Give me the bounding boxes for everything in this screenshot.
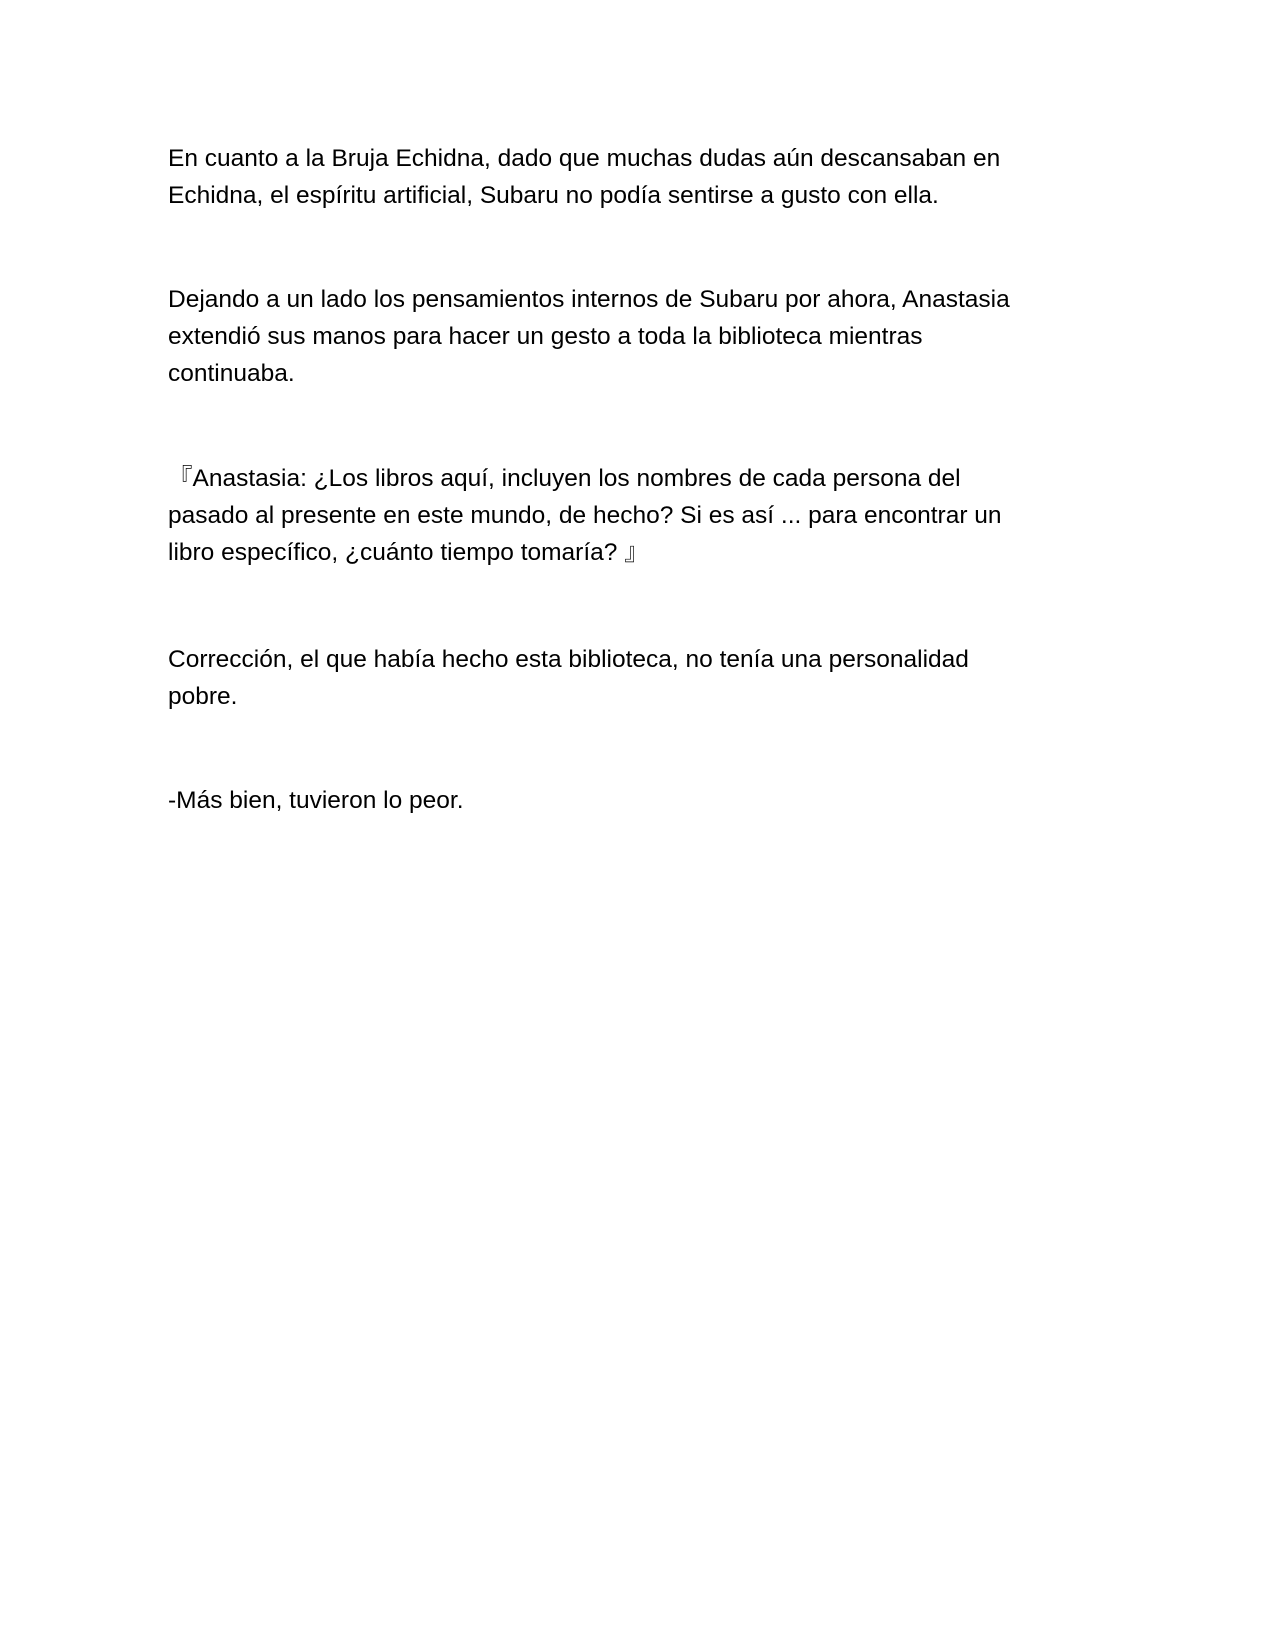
paragraph-line: Dejando a un lado los pensamientos internos de Subaru por ahora, Anastasia (168, 286, 1010, 313)
paragraph-anastasia-gesture (168, 281, 1088, 392)
paragraph-line: pasado al presente en este mundo, de hecho? Si es así ... para encontrar un (168, 502, 1002, 529)
paragraph-correction (168, 641, 1088, 715)
paragraph-line: 『Anastasia: ¿Los libros aquí, incluyen los nombres de cada persona del (168, 465, 961, 492)
paragraph-line: continuaba. (168, 360, 295, 387)
paragraph-closing-line (168, 782, 1088, 819)
paragraph-anastasia-dialogue (168, 460, 1088, 571)
paragraph-echidna-doubts (168, 140, 1088, 214)
paragraph-line: Echidna, el espíritu artificial, Subaru no podía sentirse a gusto con ella. (168, 182, 939, 209)
paragraph-line: pobre. (168, 683, 238, 710)
paragraph-line: extendió sus manos para hacer un gesto a toda la biblioteca mientras (168, 323, 923, 350)
paragraph-line: En cuanto a la Bruja Echidna, dado que muchas dudas aún descansaban en (168, 145, 1001, 172)
paragraph-line: -Más bien, tuvieron lo peor. (168, 787, 464, 814)
paragraph-line: Corrección, el que había hecho esta biblioteca, no tenía una personalidad (168, 646, 969, 673)
paragraph-line: libro específico, ¿cuánto tiempo tomaría? 』 (168, 539, 649, 566)
